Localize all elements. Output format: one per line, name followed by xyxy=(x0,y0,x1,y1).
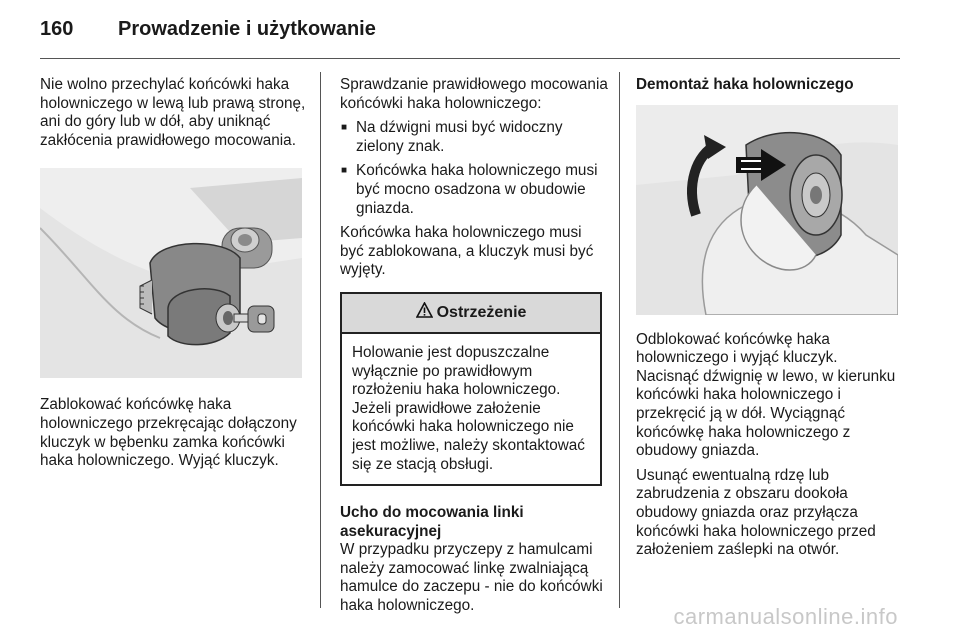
column-divider xyxy=(320,72,321,608)
paragraph: W przypadku przyczepy z hamulcami należy zamocować linkę zwalniającą hamulce do zaczepu - nie do końcówki haka holowniczego. xyxy=(340,541,603,615)
page-title: Prowadzenie i użytkowanie xyxy=(118,18,376,40)
column-divider xyxy=(619,72,620,608)
hand-removing-tow-hook-figure xyxy=(636,105,898,315)
section-heading: Demontaż haka holowniczego xyxy=(636,76,854,93)
tow-hook-lock-figure xyxy=(40,168,302,378)
paragraph: Sprawdzanie prawidłowego mocowania końcówki haka holowniczego: xyxy=(340,76,608,112)
warning-triangle-icon xyxy=(416,302,433,324)
warning-box xyxy=(340,292,602,486)
column-1 xyxy=(40,76,308,477)
warning-header xyxy=(342,294,600,334)
paragraph: Końcówka haka holowniczego musi być zablokowana, a kluczyk musi być wyjęty. xyxy=(340,224,594,279)
bullet-list xyxy=(340,119,608,218)
watermark: carmanualsonline.info xyxy=(673,604,898,629)
list-item: ■ Końcówka haka holowniczego musi być mocno osadzona w obudowie gniazda. xyxy=(340,162,608,218)
page-number: 160 xyxy=(40,18,74,40)
paragraph: Odblokować końcówkę haka holowniczego i wyjąć kluczyk. Nacisnąć dźwignię w lewo, w kierunku końcówki haka holowniczego i przekręcić ją w dół. Wyciągnąć końcówkę haka holowniczego z obudowy gniazda. xyxy=(636,330,896,460)
warning-title: Ostrzeżenie xyxy=(436,303,527,321)
section-heading: Ucho do mocowania linki asekuracyjnej xyxy=(340,504,524,540)
paragraph: Usunąć ewentualną rdzę lub zabrudzenia z obszaru dookoła obudowy gniazda oraz przyłącza końcówki haka holowniczego przed założeniem zaślepki na otwór. xyxy=(636,466,876,559)
paragraph: Zablokować końcówkę haka holowniczego przekręcając dołączony kluczyk w bębenku zamka końcówki haka holowniczego. Wyjąć kluczyk. xyxy=(40,396,297,470)
header-rule xyxy=(40,58,900,59)
warning-text: Holowanie jest dopuszczalne wyłącznie po prawidłowym rozłożeniu haka holowniczego. Jeżeli prawidłowe założenie końcówki haka holowniczego nie jest możliwe, należy skontaktować się ze stacją obsługi. xyxy=(352,343,585,473)
paragraph: Nie wolno przechylać końcówki haka holowniczego w lewą lub prawą stronę, ani do góry lub w dół, aby uniknąć zakłócenia prawidłowego mocowania. xyxy=(40,76,306,149)
list-item: ■ Na dźwigni musi być widoczny zielony znak. xyxy=(340,119,608,156)
column-3 xyxy=(636,76,904,566)
column-2 xyxy=(340,76,608,622)
